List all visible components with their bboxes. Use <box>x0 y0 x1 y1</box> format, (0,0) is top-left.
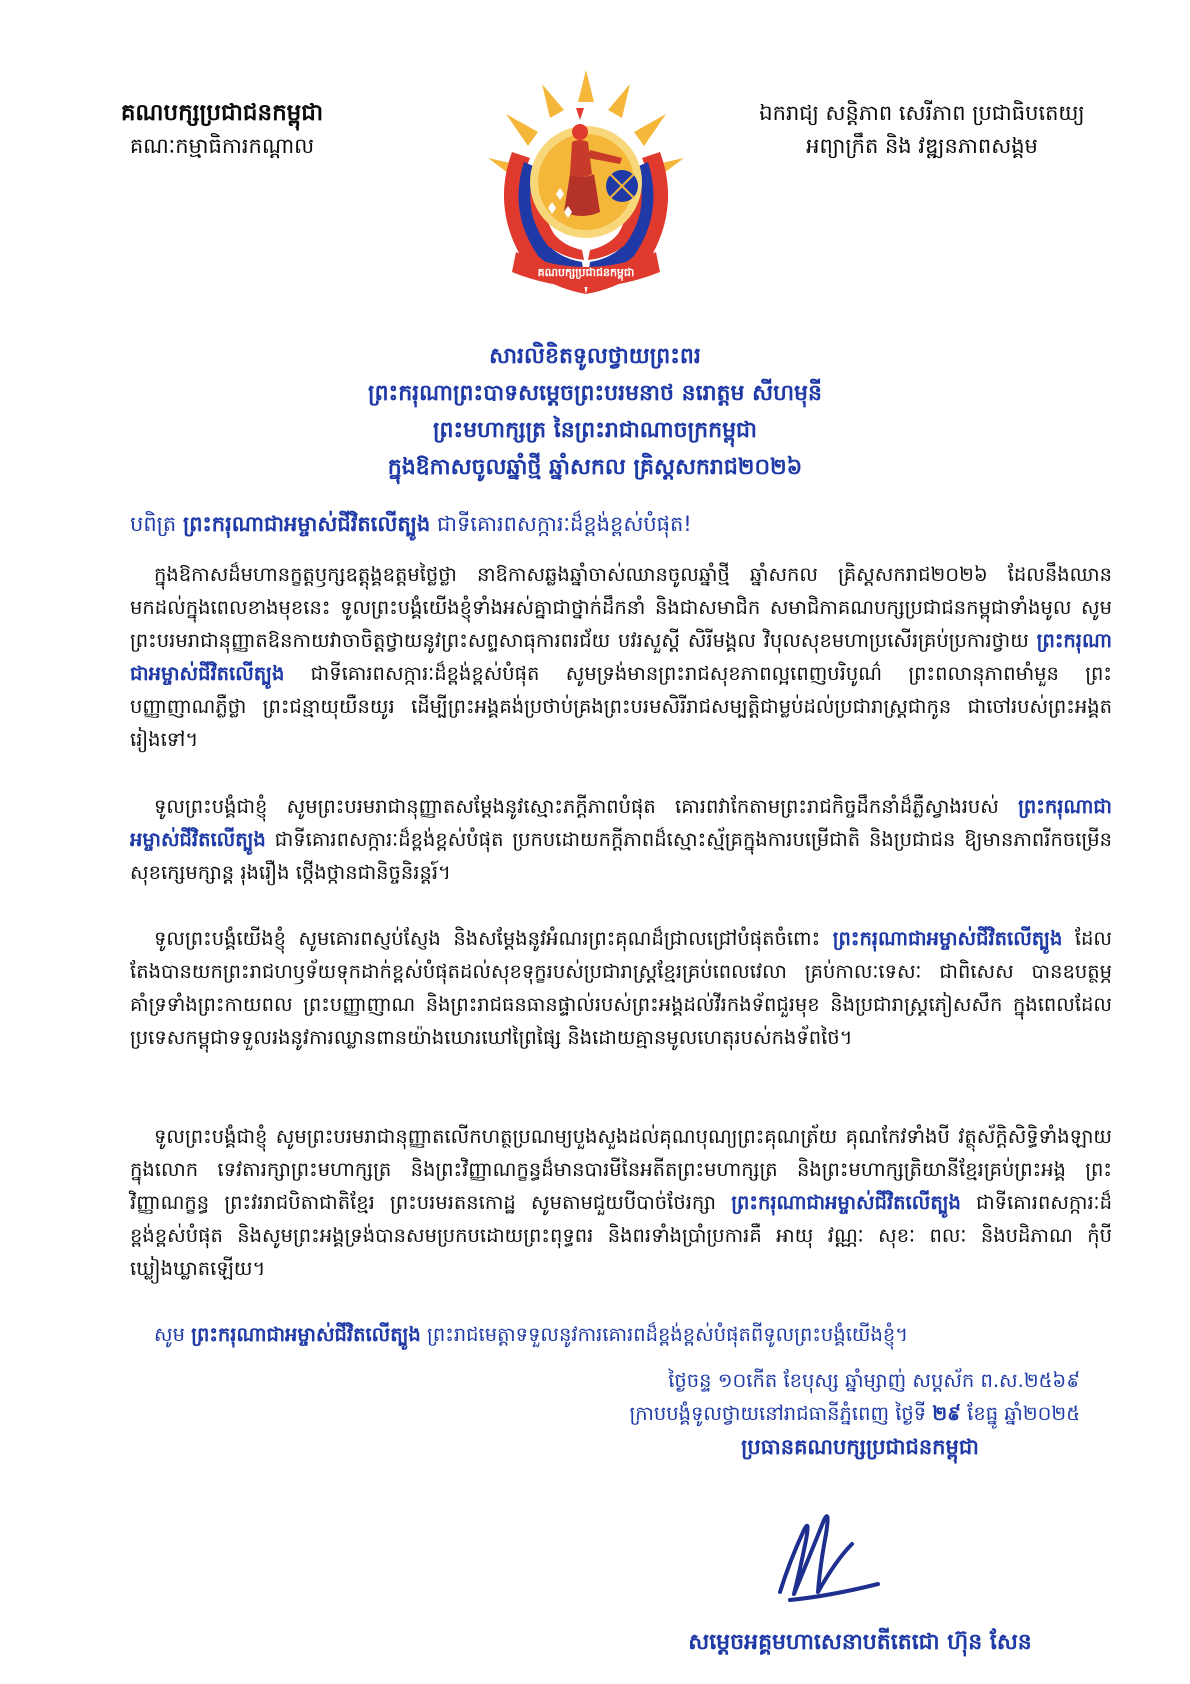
logo-ribbon-text: គណបក្សប្រជាជនកម្ពុជា <box>537 266 635 279</box>
paragraph-2 <box>130 790 1112 889</box>
party-header <box>72 96 372 162</box>
paragraph-3-text-b: ដែលតែងបានយកព្រះរាជហឫទ័យទុកដាក់ខ្ពស់បំផុតដល់សុខទុក្ខរបស់ប្រជារាស្ត្រខ្មែរគ្រប់ពេលវេលា គ្រប់កាលៈទេសៈ ជាពិសេស បានឧបត្ថម្ភគាំទ្រទាំងព្រះកាយពល ព្រះបញ្ញាញាណ និងព្រះរាជធនធានផ្ទាល់របស់ព្រះអង្គដល់វីរកងទ័ពជួរមុខ និងប្រជារាស្ត្រភៀសសឹក ក្នុងពេលដែលប្រទេសកម្ពុជាទទួលរងនូវការឈ្លានពានយ៉ាងឃោរឃៅព្រៃផ្សៃ និងដោយគ្មានមូលហេតុរបស់កងទ័ពថៃ។ <box>130 927 1112 1049</box>
paragraph-4 <box>130 1120 1112 1285</box>
letter-title <box>120 338 1070 486</box>
paragraph-3 <box>130 922 1112 1054</box>
title-line-2: ព្រះករុណាព្រះបាទសម្តេចព្រះបរមនាថ នរោត្តម សីហមុនី <box>368 381 822 406</box>
paragraph-5-royal-title: ព្រះករុណាជាអម្ចាស់ជីវិតលើត្បូង <box>191 1323 421 1346</box>
paragraph-5 <box>130 1318 1112 1351</box>
paragraph-3-royal-title: ព្រះករុណាជាអម្ចាស់ជីវិតលើត្បូង <box>832 927 1063 950</box>
lunar-date: ថ្ងៃចន្ទ ១០កើត ខែបុស្ស ឆ្នាំម្សាញ់ សប្តស័ក ព.ស.២៥៦៩ <box>668 1369 1080 1392</box>
salutation-royal-title: ព្រះករុណាជាអម្ចាស់ជីវិតលើត្បូង <box>182 512 431 536</box>
paragraph-4-text-b: ជាទីគោរពសក្ការៈដ៏ខ្ពង់ខ្ពស់បំផុត និងសូមព្រះអង្គទ្រង់បានសមប្រកបដោយព្រះពុទ្ធពរ និងពរទាំងប្រាំប្រការគឺ អាយុ វណ្ណៈ សុខៈ ពលៈ និងបដិភាណ កុំបីឃ្លៀងឃ្លាតឡើយ។ <box>130 1191 1113 1280</box>
title-line-3: ព្រះមហាក្សត្រ នៃព្រះរាជាណាចក្រកម្ពុជា <box>432 418 758 443</box>
paragraph-5-text-b: ព្រះរាជមេត្តាទទួលនូវការគោរពដ៏ខ្ពង់ខ្ពស់បំផុតពីទូលព្រះបង្គំយើងខ្ញុំ។ <box>427 1323 909 1346</box>
title-line-1: សារលិខិតទូលថ្វាយព្រះពរ <box>489 344 701 369</box>
signer-title: ប្រធានគណបក្សប្រជាជនកម្ពុជា <box>741 1435 979 1459</box>
date-prefix: ក្រាបបង្គំទូលថ្វាយនៅរាជធានីភ្នំពេញ ថ្ងៃទី <box>629 1402 927 1425</box>
solar-date <box>629 1397 1080 1430</box>
signature-icon <box>760 1500 890 1610</box>
salutation-suffix: ជាទីគោរពសក្ការៈដ៏ខ្ពង់ខ្ពស់បំផុត! <box>436 512 692 536</box>
title-line-4: ក្នុងឱកាសចូលឆ្នាំថ្មី ឆ្នាំសកល គ្រិស្តសករាជ២០២៦ <box>387 455 803 480</box>
paragraph-1 <box>130 558 1112 756</box>
paragraph-2-text-b: ជាទីគោរពសក្ការៈដ៏ខ្ពង់ខ្ពស់បំផុត ប្រកបដោយកក្តីភាពដ៏ស្មោះស្ម័គ្រក្នុងការបម្រើជាតិ និងប្រជាជន ឱ្យមានភាពរីកចម្រើន សុខក្សេមក្សាន្ត រុងរឿង ថ្កើងថ្កានជានិច្ចនិរន្តរ៍។ <box>130 828 1112 884</box>
paragraph-1-text-b: ជាទីគោរពសក្ការៈដ៏ខ្ពង់ខ្ពស់បំផុត សូមទ្រង់មានព្រះរាជសុខភាពល្អពេញបរិបូណ៌ ព្រះពលានុភាពមាំមួន ព្រះបញ្ញាញាណភ្លឺថ្លា ព្រះជន្មាយុយឺនយូរ ដើម្បីព្រះអង្គគង់ប្រថាប់គ្រងព្រះបរមសិរីរាជសម្បត្តិជាម្លប់ដល់ប្រជារាស្ត្រជាកូន ជាចៅរបស់ព្រះអង្គតរៀងទៅ។ <box>130 662 1112 751</box>
paragraph-3-text-a: ទូលព្រះបង្គំយើងខ្ញុំ សូមគោរពស្ញប់ស្ញែង និងសម្តែងនូវអំណរព្រះគុណដ៏ជ្រាលជ្រៅបំផុតចំពោះ <box>154 927 821 950</box>
paragraph-5-text-a: សូម <box>154 1323 185 1346</box>
committee-name: គណៈកម្មាធិការកណ្ដាល <box>129 134 315 158</box>
motto-line-2: អព្យាក្រឹត និង វឌ្ឍនភាពសង្គម <box>806 134 1038 158</box>
paragraph-4-royal-title: ព្រះករុណាជាអម្ចាស់ជីវិតលើត្បូង <box>731 1191 961 1214</box>
motto-line-1: ឯករាជ្យ សន្តិភាព សេរីភាព ប្រជាធិបតេយ្យ <box>759 101 1085 125</box>
party-logo-emblem-icon <box>472 62 700 302</box>
date-suffix: ខែធ្នូ ឆ្នាំ២០២៥ <box>967 1402 1080 1425</box>
date-day: ២៩ <box>932 1402 961 1425</box>
salutation-prefix: បពិត្រ <box>130 512 177 536</box>
paragraph-4-text-a: ទូលព្រះបង្គំជាខ្ញុំ សូមព្រះបរមរាជានុញ្ញាតលើកហត្ថប្រណម្យបួងសួងដល់គុណបុណ្យព្រះគុណត្រ័យ គុណកែវទាំងបី វត្ថុស័ក្តិសិទ្ធិទាំងឡាយក្នុងលោក ទេវតារក្សាព្រះមហាក្សត្រ និងព្រះវិញ្ញាណក្ខន្ធដ៏មានបារមីនៃអតីតព្រះមហាក្សត្រ និងព្រះមហាក្សត្រិយានីខ្មែរគ្រប់ព្រះអង្គ ព្រះវិញ្ញាណក្ខន្ធ ព្រះវររាជបិតាជាតិខ្មែរ ព្រះបរមរតនកោដ្ឋ សូមតាមជួយបីបាច់ថែរក្សា <box>130 1125 1112 1214</box>
party-name: គណបក្សប្រជាជនកម្ពុជា <box>120 100 324 126</box>
paragraph-1-text-a: ក្នុងឱកាសដ៏មហានក្ខត្តឫក្សឧត្តុង្គឧត្តមថ្លៃថ្លា នាឱកាសឆ្លងឆ្នាំចាស់ឈានចូលឆ្នាំថ្មី ឆ្នាំសកល គ្រិស្តសករាជ២០២៦ ដែលនឹងឈានមកដល់ក្នុងពេលខាងមុខនេះ ទូលព្រះបង្គំយើងខ្ញុំទាំងអស់គ្នាជាថ្នាក់ដឹកនាំ និងជាសមាជិក សមាជិកាគណបក្សប្រជាជនកម្ពុជាទាំងមូល សូមព្រះបរមរាជានុញ្ញាតឱនកាយវាចាចិត្តថ្វាយនូវព្រះសព្ទសាធុការពរជ័យ បវរសួស្តី សិរីមង្គល វិបុលសុខមហាប្រសើរគ្រប់ប្រការថ្វាយ <box>130 563 1112 652</box>
paragraph-1-royal-title: ព្រះករុណាជាអម្ចាស់ជីវិតលើត្បូង <box>130 629 1112 685</box>
salutation <box>130 508 1090 540</box>
party-logo <box>472 62 700 302</box>
paragraph-2-text-a: ទូលព្រះបង្គំជាខ្ញុំ សូមព្រះបរមរាជានុញ្ញាតសម្តែងនូវស្មោះភក្ដីភាពបំផុត គោរពវាកែតាមព្រះរាជកិច្ចដឹកនាំដ៏ភ្លឺស្វាងរបស់ <box>154 795 999 818</box>
paragraph-2-royal-title: ព្រះករុណាជាអម្ចាស់ជីវិតលើត្បូង <box>130 795 1112 851</box>
signer-name: សម្តេចអគ្គមហាសេនាបតីតេជោ ហ៊ុន សែន <box>688 1630 1032 1655</box>
national-motto <box>722 96 1122 162</box>
